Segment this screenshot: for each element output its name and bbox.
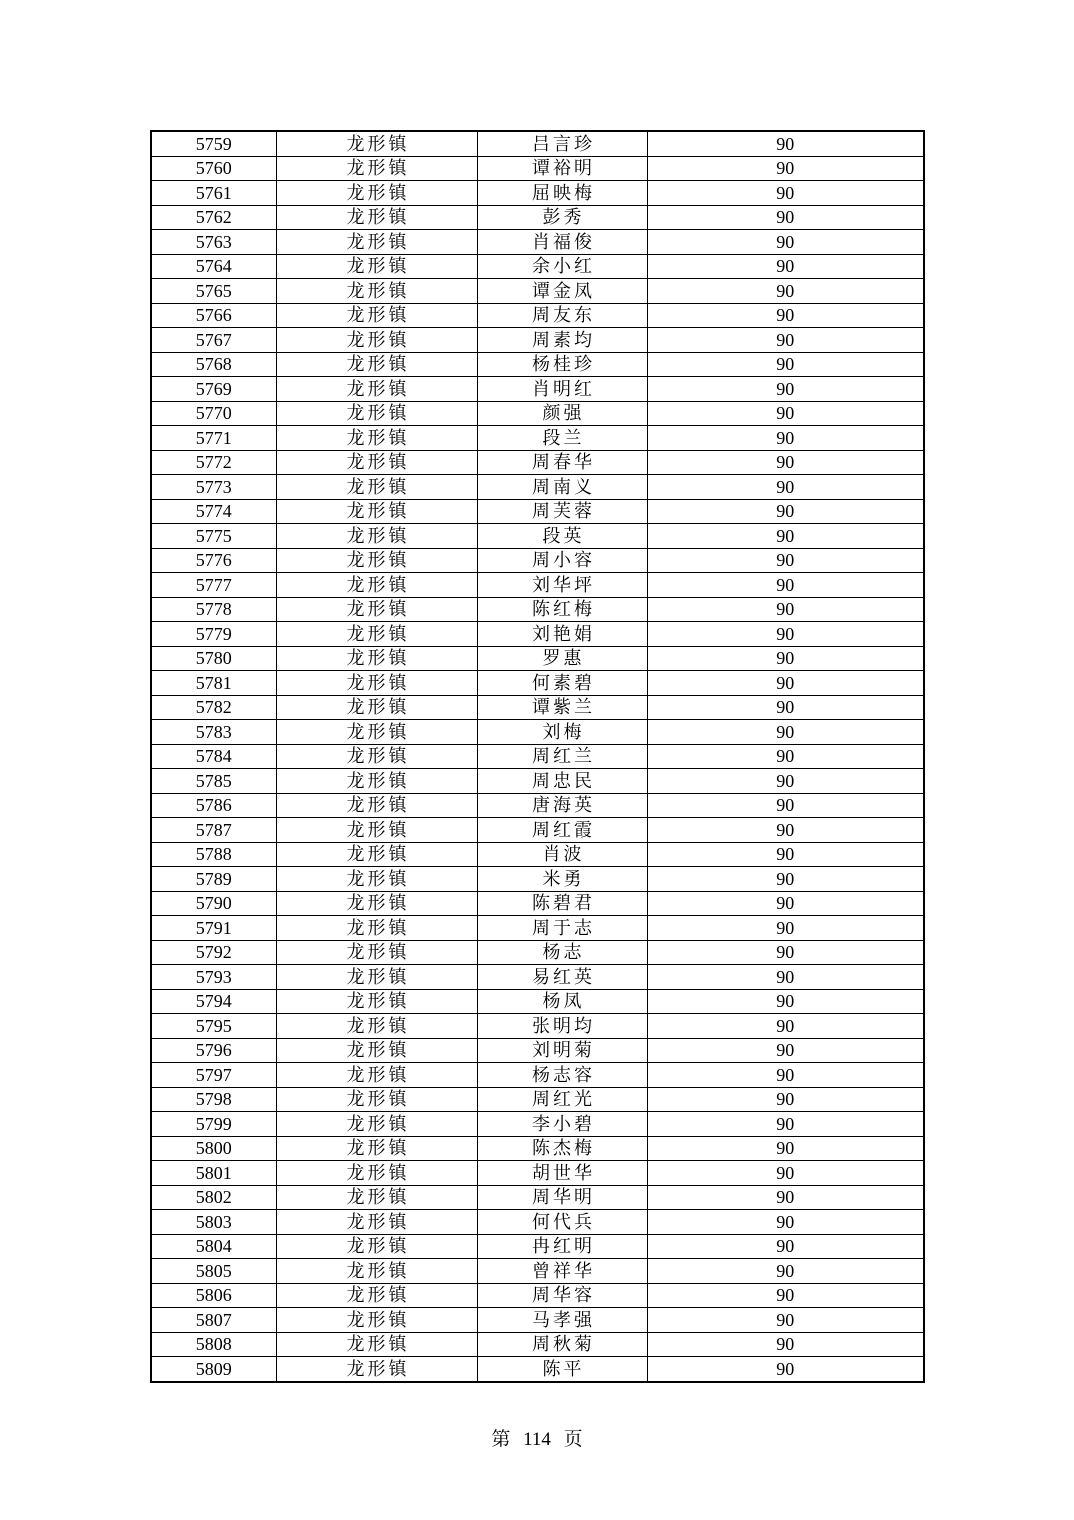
data-table	[150, 130, 925, 1383]
score-cell: 90	[647, 1161, 924, 1186]
score-cell: 90	[647, 1308, 924, 1333]
row-number-cell: 5770	[151, 401, 276, 426]
table-row	[151, 671, 924, 696]
score-cell: 90	[647, 1087, 924, 1112]
row-number-cell: 5768	[151, 352, 276, 377]
town-cell: 龙形镇	[276, 1161, 477, 1186]
row-number-cell: 5761	[151, 181, 276, 206]
score-cell: 90	[647, 940, 924, 965]
name-cell: 张明均	[477, 1014, 647, 1039]
score-cell: 90	[647, 303, 924, 328]
score-cell: 90	[647, 352, 924, 377]
score-cell: 90	[647, 156, 924, 181]
score-cell: 90	[647, 450, 924, 475]
name-cell: 陈红梅	[477, 597, 647, 622]
page-label-prefix: 第	[491, 1429, 511, 1450]
town-cell: 龙形镇	[276, 548, 477, 573]
table-row	[151, 426, 924, 451]
town-cell: 龙形镇	[276, 989, 477, 1014]
town-cell: 龙形镇	[276, 916, 477, 941]
table-row	[151, 328, 924, 353]
row-number-cell: 5785	[151, 769, 276, 794]
score-cell: 90	[647, 842, 924, 867]
table-row	[151, 1063, 924, 1088]
score-cell: 90	[647, 1259, 924, 1284]
table-row	[151, 548, 924, 573]
table-row	[151, 573, 924, 598]
score-cell: 90	[647, 328, 924, 353]
row-number-cell: 5806	[151, 1283, 276, 1308]
row-number-cell: 5774	[151, 499, 276, 524]
score-cell: 90	[647, 671, 924, 696]
row-number-cell: 5780	[151, 646, 276, 671]
table-row	[151, 156, 924, 181]
row-number-cell: 5771	[151, 426, 276, 451]
table-row	[151, 352, 924, 377]
score-cell: 90	[647, 720, 924, 745]
row-number-cell: 5766	[151, 303, 276, 328]
table-row	[151, 254, 924, 279]
town-cell: 龙形镇	[276, 279, 477, 304]
town-cell: 龙形镇	[276, 328, 477, 353]
score-cell: 90	[647, 475, 924, 500]
row-number-cell: 5767	[151, 328, 276, 353]
town-cell: 龙形镇	[276, 426, 477, 451]
name-cell: 米勇	[477, 867, 647, 892]
score-cell: 90	[647, 1014, 924, 1039]
town-cell: 龙形镇	[276, 377, 477, 402]
table-row	[151, 450, 924, 475]
town-cell: 龙形镇	[276, 965, 477, 990]
row-number-cell: 5808	[151, 1332, 276, 1357]
table-row	[151, 1014, 924, 1039]
score-cell: 90	[647, 1136, 924, 1161]
town-cell: 龙形镇	[276, 181, 477, 206]
score-cell: 90	[647, 254, 924, 279]
name-cell: 杨凤	[477, 989, 647, 1014]
town-cell: 龙形镇	[276, 646, 477, 671]
row-number-cell: 5759	[151, 131, 276, 156]
town-cell: 龙形镇	[276, 1063, 477, 1088]
row-number-cell: 5777	[151, 573, 276, 598]
score-cell: 90	[647, 1063, 924, 1088]
table-row	[151, 867, 924, 892]
name-cell: 刘艳娟	[477, 622, 647, 647]
table-row	[151, 793, 924, 818]
table-row	[151, 744, 924, 769]
name-cell: 周华明	[477, 1185, 647, 1210]
row-number-cell: 5788	[151, 842, 276, 867]
score-cell: 90	[647, 548, 924, 573]
score-cell: 90	[647, 916, 924, 941]
name-cell: 颜强	[477, 401, 647, 426]
page-label-suffix: 页	[563, 1429, 583, 1450]
name-cell: 周华容	[477, 1283, 647, 1308]
name-cell: 刘华坪	[477, 573, 647, 598]
table-row	[151, 769, 924, 794]
row-number-cell: 5795	[151, 1014, 276, 1039]
table-row	[151, 1210, 924, 1235]
name-cell: 谭金凤	[477, 279, 647, 304]
name-cell: 谭裕明	[477, 156, 647, 181]
town-cell: 龙形镇	[276, 1136, 477, 1161]
table-row	[151, 303, 924, 328]
name-cell: 周芙蓉	[477, 499, 647, 524]
name-cell: 杨志	[477, 940, 647, 965]
row-number-cell: 5787	[151, 818, 276, 843]
row-number-cell: 5762	[151, 205, 276, 230]
town-cell: 龙形镇	[276, 131, 477, 156]
table-row	[151, 131, 924, 156]
score-cell: 90	[647, 1332, 924, 1357]
row-number-cell: 5800	[151, 1136, 276, 1161]
row-number-cell: 5781	[151, 671, 276, 696]
table-row	[151, 646, 924, 671]
town-cell: 龙形镇	[276, 524, 477, 549]
table-row	[151, 1087, 924, 1112]
town-cell: 龙形镇	[276, 254, 477, 279]
score-cell: 90	[647, 205, 924, 230]
name-cell: 屈映梅	[477, 181, 647, 206]
row-number-cell: 5772	[151, 450, 276, 475]
table-row	[151, 1332, 924, 1357]
name-cell: 陈杰梅	[477, 1136, 647, 1161]
table-row	[151, 401, 924, 426]
name-cell: 周红霞	[477, 818, 647, 843]
name-cell: 周小容	[477, 548, 647, 573]
name-cell: 周春华	[477, 450, 647, 475]
town-cell: 龙形镇	[276, 622, 477, 647]
name-cell: 周秋菊	[477, 1332, 647, 1357]
score-cell: 90	[647, 181, 924, 206]
score-cell: 90	[647, 646, 924, 671]
name-cell: 彭秀	[477, 205, 647, 230]
name-cell: 易红英	[477, 965, 647, 990]
table-row	[151, 965, 924, 990]
town-cell: 龙形镇	[276, 597, 477, 622]
table-row	[151, 597, 924, 622]
table-row	[151, 1112, 924, 1137]
row-number-cell: 5802	[151, 1185, 276, 1210]
score-cell: 90	[647, 965, 924, 990]
row-number-cell: 5786	[151, 793, 276, 818]
score-cell: 90	[647, 1038, 924, 1063]
name-cell: 肖波	[477, 842, 647, 867]
score-cell: 90	[647, 1234, 924, 1259]
name-cell: 刘明菊	[477, 1038, 647, 1063]
town-cell: 龙形镇	[276, 1112, 477, 1137]
table-row	[151, 230, 924, 255]
town-cell: 龙形镇	[276, 1185, 477, 1210]
score-cell: 90	[647, 401, 924, 426]
name-cell: 肖福俊	[477, 230, 647, 255]
town-cell: 龙形镇	[276, 1357, 477, 1382]
town-cell: 龙形镇	[276, 1234, 477, 1259]
town-cell: 龙形镇	[276, 1332, 477, 1357]
name-cell: 段兰	[477, 426, 647, 451]
score-cell: 90	[647, 524, 924, 549]
row-number-cell: 5764	[151, 254, 276, 279]
name-cell: 曾祥华	[477, 1259, 647, 1284]
row-number-cell: 5797	[151, 1063, 276, 1088]
score-cell: 90	[647, 279, 924, 304]
score-cell: 90	[647, 769, 924, 794]
table-row	[151, 989, 924, 1014]
score-cell: 90	[647, 744, 924, 769]
score-cell: 90	[647, 891, 924, 916]
score-cell: 90	[647, 131, 924, 156]
name-cell: 吕言珍	[477, 131, 647, 156]
row-number-cell: 5789	[151, 867, 276, 892]
town-cell: 龙形镇	[276, 867, 477, 892]
name-cell: 胡世华	[477, 1161, 647, 1186]
table-row	[151, 1283, 924, 1308]
row-number-cell: 5783	[151, 720, 276, 745]
score-cell: 90	[647, 1283, 924, 1308]
town-cell: 龙形镇	[276, 401, 477, 426]
town-cell: 龙形镇	[276, 1014, 477, 1039]
score-cell: 90	[647, 230, 924, 255]
row-number-cell: 5773	[151, 475, 276, 500]
town-cell: 龙形镇	[276, 744, 477, 769]
name-cell: 余小红	[477, 254, 647, 279]
row-number-cell: 5805	[151, 1259, 276, 1284]
table-row	[151, 181, 924, 206]
row-number-cell: 5778	[151, 597, 276, 622]
town-cell: 龙形镇	[276, 1038, 477, 1063]
row-number-cell: 5796	[151, 1038, 276, 1063]
town-cell: 龙形镇	[276, 793, 477, 818]
score-cell: 90	[647, 793, 924, 818]
score-cell: 90	[647, 1185, 924, 1210]
town-cell: 龙形镇	[276, 303, 477, 328]
table-row	[151, 475, 924, 500]
score-cell: 90	[647, 499, 924, 524]
table-row	[151, 499, 924, 524]
name-cell: 周于志	[477, 916, 647, 941]
table-row	[151, 891, 924, 916]
table-row	[151, 279, 924, 304]
table-row	[151, 1136, 924, 1161]
row-number-cell: 5799	[151, 1112, 276, 1137]
row-number-cell: 5763	[151, 230, 276, 255]
row-number-cell: 5807	[151, 1308, 276, 1333]
town-cell: 龙形镇	[276, 450, 477, 475]
row-number-cell: 5798	[151, 1087, 276, 1112]
town-cell: 龙形镇	[276, 475, 477, 500]
row-number-cell: 5779	[151, 622, 276, 647]
score-cell: 90	[647, 426, 924, 451]
row-number-cell: 5765	[151, 279, 276, 304]
row-number-cell: 5791	[151, 916, 276, 941]
town-cell: 龙形镇	[276, 1259, 477, 1284]
table-row	[151, 1308, 924, 1333]
name-cell: 杨桂珍	[477, 352, 647, 377]
name-cell: 周忠民	[477, 769, 647, 794]
table-row	[151, 720, 924, 745]
table-row	[151, 1161, 924, 1186]
name-cell: 段英	[477, 524, 647, 549]
name-cell: 冉红明	[477, 1234, 647, 1259]
town-cell: 龙形镇	[276, 1210, 477, 1235]
name-cell: 周南义	[477, 475, 647, 500]
score-cell: 90	[647, 867, 924, 892]
score-cell: 90	[647, 1357, 924, 1382]
row-number-cell: 5792	[151, 940, 276, 965]
name-cell: 刘梅	[477, 720, 647, 745]
name-cell: 谭紫兰	[477, 695, 647, 720]
town-cell: 龙形镇	[276, 156, 477, 181]
score-cell: 90	[647, 1112, 924, 1137]
row-number-cell: 5804	[151, 1234, 276, 1259]
row-number-cell: 5769	[151, 377, 276, 402]
score-cell: 90	[647, 695, 924, 720]
town-cell: 龙形镇	[276, 499, 477, 524]
score-cell: 90	[647, 622, 924, 647]
score-cell: 90	[647, 597, 924, 622]
town-cell: 龙形镇	[276, 818, 477, 843]
row-number-cell: 5784	[151, 744, 276, 769]
town-cell: 龙形镇	[276, 940, 477, 965]
table-row	[151, 1259, 924, 1284]
town-cell: 龙形镇	[276, 1087, 477, 1112]
name-cell: 何素碧	[477, 671, 647, 696]
town-cell: 龙形镇	[276, 1283, 477, 1308]
name-cell: 周素均	[477, 328, 647, 353]
name-cell: 周友东	[477, 303, 647, 328]
town-cell: 龙形镇	[276, 769, 477, 794]
score-cell: 90	[647, 818, 924, 843]
row-number-cell: 5801	[151, 1161, 276, 1186]
table-row	[151, 695, 924, 720]
score-cell: 90	[647, 989, 924, 1014]
name-cell: 杨志容	[477, 1063, 647, 1088]
table-row	[151, 916, 924, 941]
name-cell: 周红兰	[477, 744, 647, 769]
score-cell: 90	[647, 573, 924, 598]
table-body	[151, 131, 924, 1382]
row-number-cell: 5776	[151, 548, 276, 573]
table-row	[151, 940, 924, 965]
name-cell: 肖明红	[477, 377, 647, 402]
name-cell: 周红光	[477, 1087, 647, 1112]
name-cell: 李小碧	[477, 1112, 647, 1137]
row-number-cell: 5794	[151, 989, 276, 1014]
town-cell: 龙形镇	[276, 230, 477, 255]
page-footer	[0, 1428, 1074, 1452]
table-row	[151, 842, 924, 867]
table-row	[151, 1038, 924, 1063]
town-cell: 龙形镇	[276, 842, 477, 867]
score-cell: 90	[647, 1210, 924, 1235]
town-cell: 龙形镇	[276, 352, 477, 377]
row-number-cell: 5793	[151, 965, 276, 990]
row-number-cell: 5760	[151, 156, 276, 181]
row-number-cell: 5782	[151, 695, 276, 720]
name-cell: 何代兵	[477, 1210, 647, 1235]
town-cell: 龙形镇	[276, 720, 477, 745]
town-cell: 龙形镇	[276, 891, 477, 916]
town-cell: 龙形镇	[276, 671, 477, 696]
page-number: 114	[523, 1429, 551, 1450]
name-cell: 马孝强	[477, 1308, 647, 1333]
table-row	[151, 377, 924, 402]
town-cell: 龙形镇	[276, 205, 477, 230]
table-row	[151, 1185, 924, 1210]
score-cell: 90	[647, 377, 924, 402]
table-row	[151, 205, 924, 230]
town-cell: 龙形镇	[276, 1308, 477, 1333]
name-cell: 罗惠	[477, 646, 647, 671]
name-cell: 陈平	[477, 1357, 647, 1382]
table-row	[151, 818, 924, 843]
table-row	[151, 622, 924, 647]
row-number-cell: 5809	[151, 1357, 276, 1382]
row-number-cell: 5790	[151, 891, 276, 916]
table-row	[151, 1357, 924, 1382]
name-cell: 陈碧君	[477, 891, 647, 916]
town-cell: 龙形镇	[276, 573, 477, 598]
town-cell: 龙形镇	[276, 695, 477, 720]
row-number-cell: 5803	[151, 1210, 276, 1235]
table-row	[151, 1234, 924, 1259]
name-cell: 唐海英	[477, 793, 647, 818]
row-number-cell: 5775	[151, 524, 276, 549]
table-row	[151, 524, 924, 549]
